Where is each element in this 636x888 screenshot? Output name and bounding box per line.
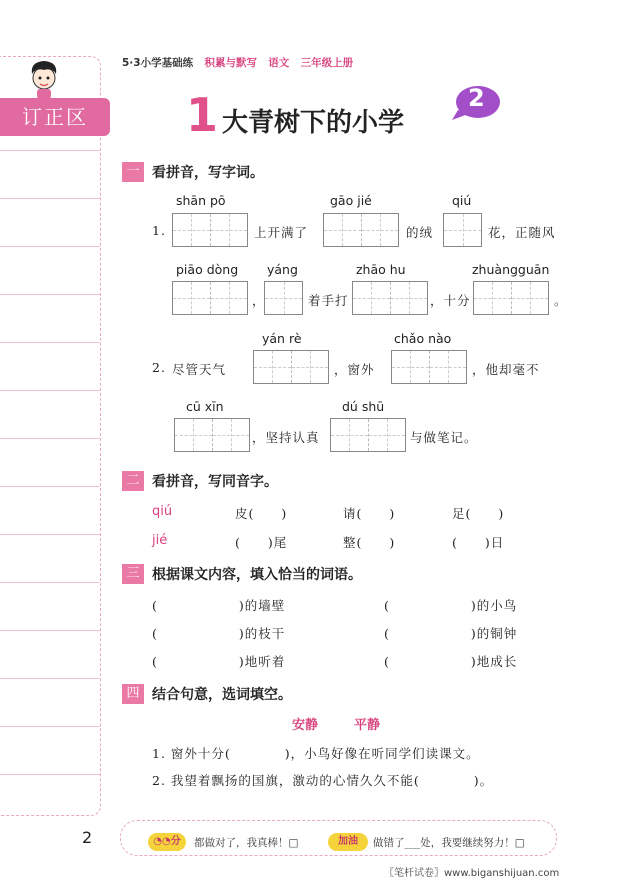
divider bbox=[0, 438, 100, 439]
module-label: 积累与默写 bbox=[204, 57, 257, 69]
writing-grid[interactable] bbox=[330, 418, 406, 452]
page-number: 2 bbox=[82, 828, 93, 847]
writing-grid[interactable] bbox=[172, 281, 248, 315]
pinyin: yáng bbox=[267, 262, 298, 277]
section-title: 根据课文内容，填入恰当的词语。 bbox=[152, 567, 362, 583]
pinyin: cū xīn bbox=[186, 399, 224, 414]
divider bbox=[0, 486, 100, 487]
question-text: ，他却毫不 bbox=[472, 362, 540, 377]
question-text: ，窗外 bbox=[334, 362, 375, 377]
pinyin: zhuàngguān bbox=[472, 262, 550, 277]
blank-item: 请( ) bbox=[343, 506, 396, 521]
lesson-badge bbox=[450, 84, 502, 124]
divider bbox=[0, 390, 100, 391]
divider bbox=[0, 246, 100, 247]
divider bbox=[0, 342, 100, 343]
self-check-wrong[interactable]: 做错了___处，我要继续努力！□ bbox=[373, 837, 525, 849]
question-text: 花，正随风 bbox=[488, 225, 556, 240]
question-text: 。 bbox=[554, 293, 568, 308]
correction-area bbox=[0, 56, 101, 816]
divider bbox=[0, 582, 100, 583]
section-number: 四 bbox=[122, 684, 144, 704]
pinyin: shān pō bbox=[176, 193, 226, 208]
question-text: ，坚持认真 bbox=[252, 430, 320, 445]
question-text: 尽管天气 bbox=[172, 362, 227, 377]
score-badge bbox=[148, 833, 186, 851]
pinyin-prompt: jié bbox=[152, 533, 168, 548]
section-number: 一 bbox=[122, 162, 144, 182]
sentence: 1. 窗外十分( )，小鸟好像在听同学们读课文。 bbox=[152, 746, 480, 761]
grade-label: 三年级上册 bbox=[300, 57, 354, 69]
pinyin: yán rè bbox=[262, 331, 302, 346]
pinyin: chǎo nào bbox=[394, 331, 452, 346]
question-text: 着手打 bbox=[308, 293, 349, 308]
self-check-correct[interactable]: 都做对了，我真棒！□ bbox=[194, 837, 299, 849]
pinyin: zhāo hu bbox=[356, 262, 406, 277]
blank-item: 足( ) bbox=[452, 506, 505, 521]
subject-label: 语文 bbox=[268, 57, 290, 69]
fill-item: ( )地成长 bbox=[384, 654, 518, 669]
question-text: ， bbox=[252, 293, 266, 308]
writing-grid[interactable] bbox=[443, 213, 482, 247]
pinyin: gāo jié bbox=[330, 193, 372, 208]
header bbox=[122, 55, 353, 70]
pinyin: piāo dòng bbox=[176, 262, 239, 277]
section-number: 二 bbox=[122, 471, 144, 491]
divider bbox=[0, 726, 100, 727]
question-number: 1. bbox=[152, 223, 166, 238]
writing-grid[interactable] bbox=[473, 281, 549, 315]
blank-item: 皮( ) bbox=[235, 506, 288, 521]
fill-item: ( )的小鸟 bbox=[384, 598, 518, 613]
pinyin-prompt: qiú bbox=[152, 504, 173, 519]
lesson-number: 1 bbox=[186, 88, 219, 142]
divider bbox=[0, 198, 100, 199]
blank-item: ( )尾 bbox=[235, 535, 288, 550]
pinyin: qiú bbox=[452, 193, 472, 208]
question-number: 2. bbox=[152, 360, 166, 375]
fill-item: ( )的枝干 bbox=[152, 626, 286, 641]
section-title: 看拼音，写字词。 bbox=[152, 165, 264, 181]
sentence: 2. 我望着飘扬的国旗，激动的心情久久不能( )。 bbox=[152, 773, 494, 788]
word-choice: 安静 bbox=[292, 718, 319, 733]
divider bbox=[0, 678, 100, 679]
series-label: 5·3小学基础练 bbox=[122, 57, 194, 69]
section-number: 三 bbox=[122, 564, 144, 584]
divider bbox=[0, 294, 100, 295]
lesson-badge-number: 2 bbox=[468, 84, 485, 112]
cheer-badge: 加油 bbox=[328, 833, 368, 851]
writing-grid[interactable] bbox=[352, 281, 428, 315]
writing-grid[interactable] bbox=[323, 213, 399, 247]
blank-item: ( )日 bbox=[452, 535, 505, 550]
divider bbox=[0, 534, 100, 535]
writing-grid[interactable] bbox=[391, 350, 467, 384]
correction-tab: 订正区 bbox=[0, 98, 110, 136]
fill-item: ( )地听着 bbox=[152, 654, 286, 669]
word-choice: 平静 bbox=[354, 718, 381, 733]
section-title: 看拼音，写同音字。 bbox=[152, 474, 278, 490]
fill-item: ( )的墙壁 bbox=[152, 598, 286, 613]
writing-grid[interactable] bbox=[253, 350, 329, 384]
writing-grid[interactable] bbox=[264, 281, 303, 315]
divider bbox=[0, 774, 100, 775]
question-text: ，十分 bbox=[430, 293, 471, 308]
score-badge-face-icon: ◔◔ bbox=[153, 836, 171, 847]
mascot-icon bbox=[24, 58, 64, 100]
watermark: 〖笔杆试卷〗www.biganshijuan.com bbox=[384, 868, 560, 879]
divider bbox=[0, 630, 100, 631]
divider bbox=[0, 150, 100, 151]
question-text: 的绒 bbox=[406, 225, 434, 240]
score-badge-label: 分 bbox=[170, 836, 181, 847]
writing-grid[interactable] bbox=[174, 418, 250, 452]
writing-grid[interactable] bbox=[172, 213, 248, 247]
question-text: 上开满了 bbox=[254, 225, 309, 240]
lesson-title: 大青树下的小学 bbox=[222, 108, 405, 138]
pinyin: dú shū bbox=[342, 399, 385, 414]
question-text: 与做笔记。 bbox=[410, 430, 478, 445]
fill-item: ( )的铜钟 bbox=[384, 626, 518, 641]
blank-item: 整( ) bbox=[343, 535, 396, 550]
section-title: 结合句意，选词填空。 bbox=[152, 687, 292, 703]
